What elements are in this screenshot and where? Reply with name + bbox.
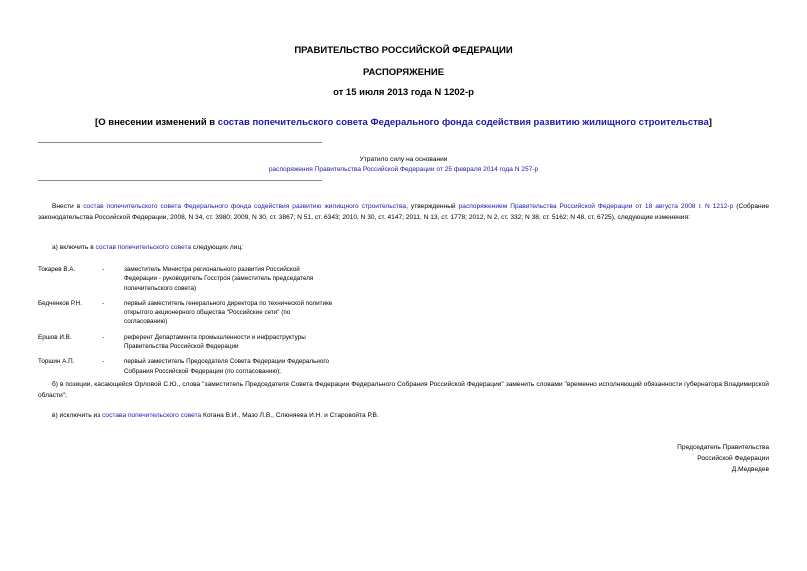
order-2008-link[interactable]: распоряжением Правительства Российской Федерации от 18 августа 2008 г. N 1212-р	[458, 203, 734, 210]
member-role: референт Департамента промышленности и инфраструктуры Правительства Российской Федерации	[124, 333, 306, 351]
item-c-link[interactable]: состава попечительского совета	[102, 412, 202, 419]
member-dash: -	[102, 333, 105, 341]
member-name: Токарев В.А.	[38, 266, 76, 273]
member-name: Бедченков Р.Н.	[38, 299, 82, 307]
item-a-text-2: следующих лиц:	[191, 244, 244, 251]
title-prefix: [О внесении изменений в	[95, 117, 218, 128]
signature-name: Д.Медведев	[731, 466, 769, 473]
list-item	[38, 299, 338, 327]
item-c-text-1: в) исключить из	[52, 412, 103, 419]
divider-bottom	[38, 180, 322, 181]
item-a-text-1: а) включить в	[52, 244, 96, 251]
list-item	[38, 357, 338, 376]
document-type-heading: РАСПОРЯЖЕНИЕ	[362, 67, 445, 78]
title-link[interactable]: состав попечительского совета Федерального фонда содействия развитию жилищного строительства	[217, 117, 709, 128]
member-name: Ершов И.В.	[38, 333, 72, 341]
intro-paragraph	[38, 202, 769, 223]
item-a	[52, 243, 652, 254]
list-item	[38, 265, 338, 293]
intro-text-3: (Собрание законодательства Российской Федерации, 2008, N 34, ст. 3980; 2009, N 30, ст. 3867; N 51, ст. 6343; 2010, N 30, ст. 4147; 2011, N 13, ст. 1778; 2012, N 2, ст. 332; N 38, ст. 5162; N 48, ст. 6725), следующие изменения:	[38, 203, 769, 221]
date-number-heading: от 15 июля 2013 года N 1202-р	[333, 87, 474, 98]
member-name: Торшин А.П.	[38, 358, 75, 366]
member-role: заместитель Министра регионального развития Российской Федерации - руководитель Госстроя (заместитель председателя попечительского совета)	[124, 266, 314, 292]
council-composition-link[interactable]: состав попечительского совета Федерального фонда содействия развитию жилищного строительства	[83, 203, 407, 210]
document-title	[0, 117, 807, 128]
government-heading: ПРАВИТЕЛЬСТВО РОССИЙСКОЙ ФЕДЕРАЦИИ	[294, 45, 513, 56]
signature-position: Председатель Правительства	[677, 444, 769, 451]
title-suffix: ]	[708, 117, 712, 128]
item-c-text-2: Когана В.И., Мазо Л.В., Слюняева И.Н. и Старовойта Р.В.	[201, 412, 379, 419]
intro-text-2: , утвержденный	[406, 203, 459, 210]
lost-force-note	[0, 155, 807, 175]
member-role: первый заместитель генерального директора по технической политике открытого акционерного общества "Российские сети" (по согласованию)	[124, 299, 333, 326]
item-c	[52, 411, 652, 422]
list-item	[38, 333, 338, 352]
member-dash: -	[102, 266, 105, 273]
divider-top	[38, 142, 322, 143]
lost-force-link[interactable]: распоряжения Правительства Российской Федерации от 25 февраля 2014 года N 257-р	[268, 166, 539, 173]
members-list	[38, 265, 338, 382]
intro-text-1: Внести в	[52, 203, 84, 210]
signature-block	[677, 442, 769, 475]
item-a-link[interactable]: состав попечительского совета	[95, 244, 192, 251]
signature-country: Российской Федерации	[697, 455, 769, 462]
member-role: первый заместитель Председателя Совета Федерации Федерального Собрания Российской Федерации (по согласованию);	[124, 358, 330, 375]
item-b: б) в позиции, касающейся Орловой С.Ю., слова "заместитель Председателя Совета Федерации Федерального Собрания Российской Федерации" заменить словами "временно исполняющий обязанности губернатора Владимирской области";	[38, 381, 769, 399]
lost-force-text: Утратило силу на основании	[359, 156, 448, 163]
member-dash: -	[102, 299, 105, 307]
member-dash: -	[102, 358, 105, 366]
